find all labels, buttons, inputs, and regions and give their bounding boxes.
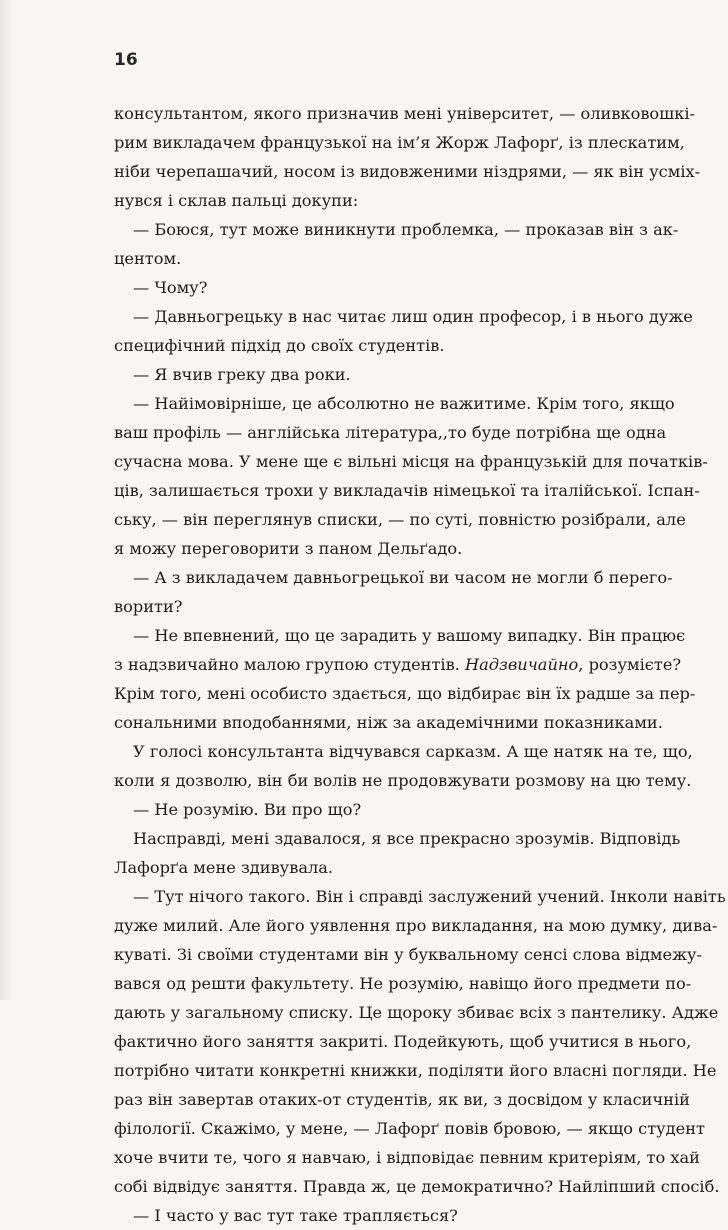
- text-line: центом.: [114, 249, 182, 268]
- text-line: з надзвичайно малою групою студентів. Надзвичайно, розумієте?: [114, 655, 682, 674]
- text-line: дають у загальному списку. Це щороку збиває всіх з пантелику. Адже: [114, 1003, 719, 1022]
- text-line: — Давньогрецьку в нас читає лиш один професор, і в нього дуже: [133, 307, 693, 326]
- text-line: У голосі консультанта відчувався сарказм. А ще натяк на те, що,: [133, 742, 693, 761]
- text-line: ворити?: [114, 597, 183, 616]
- text-line: вався од решти факультету. Не розумію, навіщо його предмети по-: [114, 974, 692, 993]
- text-line: специфічний підхід до своїх студентів.: [114, 336, 445, 355]
- text-line: сональними вподобаннями, ніж за академічними показниками.: [114, 713, 663, 732]
- text-line: раз він завертав отаких-от студентів, як ви, з досвідом у класичній: [114, 1090, 690, 1109]
- text-line: собі відвідує заняття. Правда ж, це демократично? Найліпший спосіб.: [114, 1177, 720, 1196]
- text-line: ніби черепашачий, носом із видовженими ніздрями, — як він усміх-: [114, 162, 701, 181]
- text-line: ваш профіль — англійська література,,то буде потрібна ще одна: [114, 423, 667, 442]
- text-line: — Боюся, тут може виникнути проблемка, — проказав він з ак-: [133, 220, 679, 239]
- text-line: куваті. Зі своїми студентами він у буквальному сенсі слова відмежу-: [114, 945, 702, 964]
- text-line: — І часто у вас тут таке трапляється?: [133, 1206, 458, 1225]
- text-line: ців, залишається трохи у викладачів німецької та італійської. Іспан-: [114, 481, 700, 500]
- text-line: дуже милий. Але його уявлення про викладання, на мою думку, дива-: [114, 916, 718, 935]
- emphasized-word: Надзвичайно: [465, 655, 579, 674]
- text-line: нувся і склав пальці докупи:: [114, 191, 359, 210]
- page-number: 16: [114, 50, 138, 70]
- text-line: — Я вчив греку два роки.: [133, 365, 351, 384]
- text-line: сучасна мова. У мене ще є вільні місця на французькій для початків-: [114, 452, 708, 471]
- text-line: — Не розумію. Ви про що?: [133, 800, 362, 819]
- text-line: фактично його заняття закриті. Подейкують, щоб учитися в нього,: [114, 1032, 692, 1051]
- text-line: Насправді, мені здавалося, я все прекрасно зрозумів. Відповідь: [133, 829, 681, 848]
- text-line: рим викладачем французької на ім’я Жорж Лафорґ, із плескатим,: [114, 133, 685, 152]
- text-line: я можу переговорити з паном Дельґадо.: [114, 539, 463, 558]
- scan-edge-shadow: [0, 0, 14, 1000]
- text-line: — Чому?: [133, 278, 208, 297]
- text-line: ську, — він переглянув списки, — по суті, повністю розібрали, але: [114, 510, 686, 529]
- text-line: — Найімовірніше, це абсолютно не важитиме. Крім того, якщо: [133, 394, 675, 413]
- text-line: коли я дозволю, він би волів не продовжувати розмову на цю тему.: [114, 771, 692, 790]
- text-line: Лафорґа мене здивувала.: [114, 858, 334, 877]
- text-line: потрібно читати конкретні книжки, поділяти його власні погляди. Не: [114, 1061, 717, 1080]
- text-line: Крім того, мені особисто здається, що відбирає він їх радше за пер-: [114, 684, 696, 703]
- text-line: — Тут нічого такого. Він і справді заслужений учений. Інколи навіть: [133, 887, 726, 906]
- text-line: — А з викладачем давньогрецької ви часом не могли б перего-: [133, 568, 673, 587]
- text-line: — Не впевнений, що це зарадить у вашому випадку. Він працює: [133, 626, 686, 645]
- text-line: хоче вчити те, чого я навчаю, і відповідає певним критеріям, то хай: [114, 1148, 700, 1167]
- text-line: філології. Скажімо, у мене, — Лафорґ повів бровою, — якщо студент: [114, 1119, 705, 1138]
- text-line: консультантом, якого призначив мені університет, — оливковошкі-: [114, 104, 695, 123]
- body-text: [114, 99, 726, 1230]
